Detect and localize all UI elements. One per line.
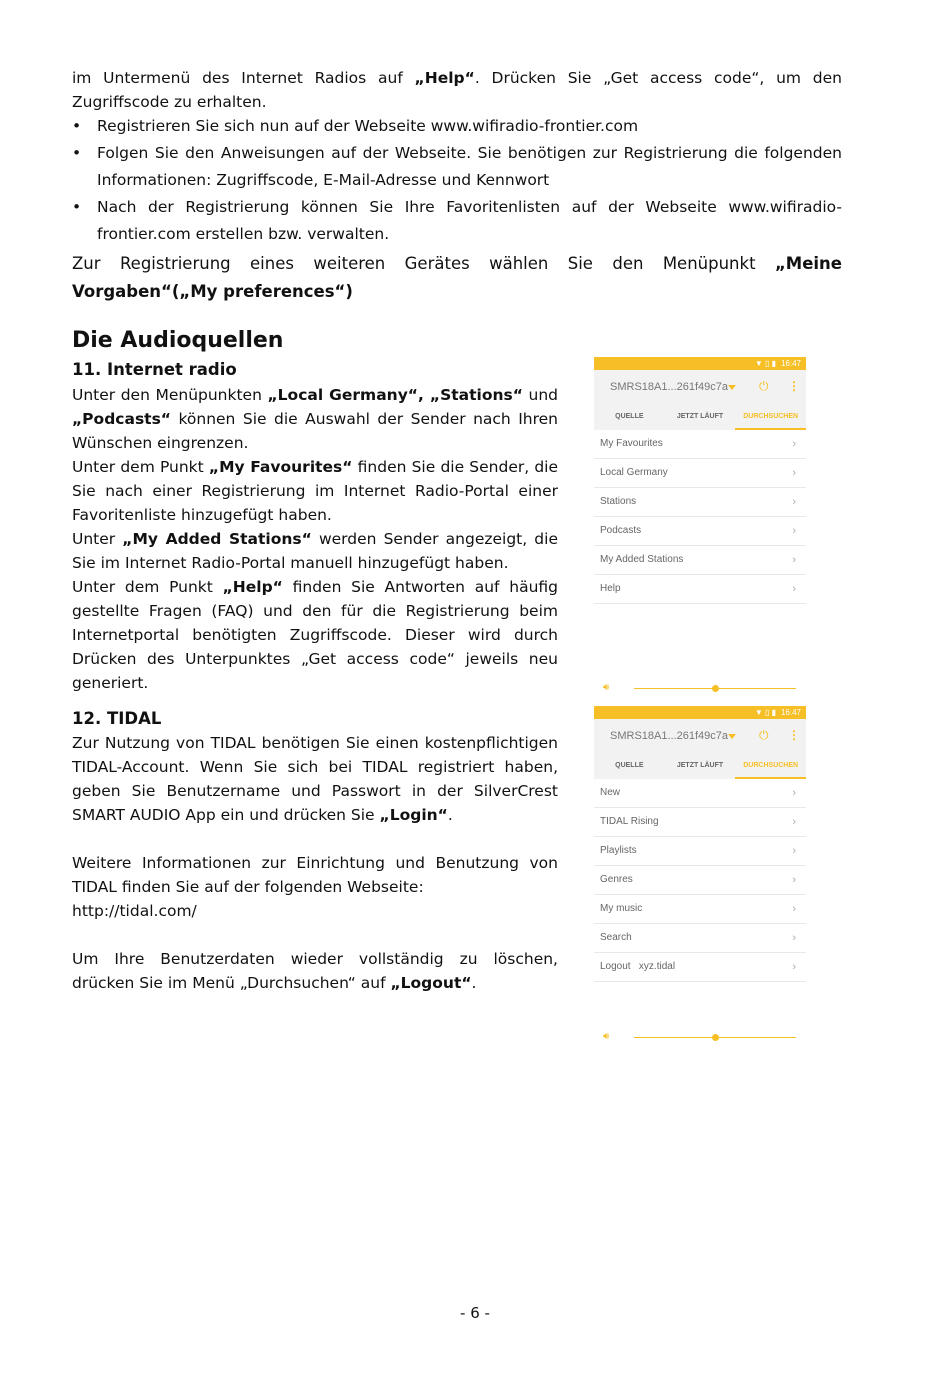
list-item[interactable]: Playlists › bbox=[594, 837, 806, 866]
tab-quelle[interactable]: QUELLE bbox=[615, 413, 644, 420]
internet-radio-text: Unter den Menüpunkten „Local Germany“, „Stations“ und „Podcasts“ können Sie die Auswahl der Sender nach Ihren Wünschen eingrenzen. Unter dem Punkt „My Favourites“ finden Sie die Sender, die Sie nach einer Registrierung im Internet Radio-Portal einer Favoritenliste hinzugefügt haben. Unter „My Added Stations“ werden Sender angezeigt, die Sie im Internet Radio-Portal manuell hinzugefügt haben. Unter dem Punkt „Help“ finden Sie Antworten auf häufig gestellte Fragen (FAQ) und den für die Registrierung beim Internetportal benötigten Zugriffscode. Dieser wird durch Drücken des Unterpunktes „Get access code“ jeweils neu generiert. bbox=[72, 386, 559, 692]
device-name[interactable]: SMRS18A1...261f49c7a bbox=[610, 730, 729, 742]
chevron-right-icon: › bbox=[792, 932, 796, 944]
app-screenshot-tidal bbox=[594, 706, 806, 982]
device-bar bbox=[594, 370, 806, 406]
chevron-right-icon: › bbox=[792, 903, 796, 915]
list-item[interactable]: Local Germany › bbox=[594, 459, 806, 488]
browse-list bbox=[594, 430, 806, 604]
chevron-right-icon: › bbox=[792, 467, 796, 479]
chevron-right-icon: › bbox=[792, 496, 796, 508]
bullet-item: • Nach der Registrierung können Sie Ihre Favoritenlisten auf der Webseite www.wifiradio-frontier.com erstellen bzw. verwalten. bbox=[72, 198, 842, 243]
tab-durchsuchen[interactable]: DURCHSUCHEN bbox=[735, 755, 806, 779]
page-number: - 6 - bbox=[460, 1304, 490, 1322]
list-item[interactable]: My Favourites › bbox=[594, 430, 806, 459]
tidal-url[interactable]: http://tidal.com/ bbox=[72, 902, 197, 920]
list-item[interactable]: My Added Stations › bbox=[594, 546, 806, 575]
list-item[interactable]: New › bbox=[594, 779, 806, 808]
wifi-battery-icon: ▼ ▯ ▮ bbox=[754, 708, 776, 717]
dropdown-caret-icon[interactable] bbox=[728, 734, 736, 739]
dropdown-caret-icon[interactable] bbox=[728, 385, 736, 390]
volume-knob[interactable] bbox=[712, 1034, 719, 1041]
wifi-battery-icon: ▼ ▯ ▮ bbox=[754, 359, 776, 368]
list-item[interactable]: Stations › bbox=[594, 488, 806, 517]
tidal-text: Zur Nutzung von TIDAL benötigen Sie einen kostenpflichtigen TIDAL-Account. Wenn Sie sich bei TIDAL registriert haben, geben Sie Benutzername und Passwort in der SilverCrest SMART AUDIO App ein und drücken Sie „Login“. Weitere Informationen zur Einrichtung und Benutzung von TIDAL finden Sie auf der folgenden Webseite: http://tidal.com/ Um Ihre Benutzerdaten wieder vollständig zu löschen, drücken Sie im Menü „Durchsuchen“ auf „Logout“. bbox=[72, 734, 558, 992]
status-time: 16:47 bbox=[780, 359, 801, 368]
status-bar bbox=[594, 706, 806, 719]
volume-knob[interactable] bbox=[712, 685, 719, 692]
list-item[interactable]: Podcasts › bbox=[594, 517, 806, 546]
tidal-heading: 12. TIDAL bbox=[72, 709, 162, 728]
status-time: 16:47 bbox=[780, 708, 801, 717]
intro-paragraph: im Untermenü des Internet Radios auf „Help“. Drücken Sie „Get access code“, um den Zugriffscode zu erhalten. bbox=[72, 69, 842, 111]
status-bar bbox=[594, 357, 806, 370]
chevron-right-icon: › bbox=[792, 438, 796, 450]
list-item[interactable]: Genres › bbox=[594, 866, 806, 895]
app-screenshot-internet-radio bbox=[594, 357, 806, 604]
chevron-right-icon: › bbox=[792, 525, 796, 537]
tab-durchsuchen[interactable]: DURCHSUCHEN bbox=[735, 406, 806, 430]
chevron-right-icon: › bbox=[792, 816, 796, 828]
chevron-right-icon: › bbox=[792, 554, 796, 566]
browse-list bbox=[594, 779, 806, 982]
more-options-icon[interactable]: ⋮ bbox=[788, 728, 800, 742]
power-icon[interactable]: ⏻ bbox=[759, 728, 769, 742]
list-item[interactable]: Help › bbox=[594, 575, 806, 604]
list-item[interactable]: TIDAL Rising › bbox=[594, 808, 806, 837]
tab-bar bbox=[594, 755, 806, 779]
register-paragraph: Zur Registrierung eines weiteren Gerätes wählen Sie den Menüpunkt „Meine Vorgaben“(„My preferences“) bbox=[72, 254, 842, 301]
device-bar bbox=[594, 719, 806, 755]
chevron-right-icon: › bbox=[792, 787, 796, 799]
more-options-icon[interactable]: ⋮ bbox=[788, 379, 800, 393]
volume-slider[interactable] bbox=[594, 1031, 806, 1045]
list-item[interactable]: Search › bbox=[594, 924, 806, 953]
tab-quelle[interactable]: QUELLE bbox=[615, 762, 644, 769]
chevron-right-icon: › bbox=[792, 961, 796, 973]
bullet-item: • Registrieren Sie sich nun auf der Webseite www.wifiradio-frontier.com bbox=[72, 117, 639, 135]
speaker-icon: 🔊︎ bbox=[603, 1031, 610, 1042]
internet-radio-heading: 11. Internet radio bbox=[72, 360, 237, 379]
tab-jetzt-laeuft[interactable]: JETZT LÄUFT bbox=[676, 413, 724, 420]
power-icon[interactable]: ⏻ bbox=[759, 379, 769, 393]
chevron-right-icon: › bbox=[792, 583, 796, 595]
chevron-right-icon: › bbox=[792, 845, 796, 857]
speaker-icon: 🔊︎ bbox=[603, 682, 610, 693]
bullet-item: • Folgen Sie den Anweisungen auf der Webseite. Sie benötigen zur Registrierung die folgenden Informationen: Zugriffscode, E-Mail-Adresse und Kennwort bbox=[72, 144, 842, 189]
tab-bar bbox=[594, 406, 806, 430]
section-title: Die Audioquellen bbox=[72, 328, 284, 353]
device-name[interactable]: SMRS18A1...261f49c7a bbox=[610, 381, 729, 393]
tab-jetzt-laeuft[interactable]: JETZT LÄUFT bbox=[676, 762, 724, 769]
chevron-right-icon: › bbox=[792, 874, 796, 886]
list-item[interactable]: My music › bbox=[594, 895, 806, 924]
volume-slider[interactable] bbox=[594, 682, 806, 696]
list-item[interactable]: Logout xyz.tidal › bbox=[594, 953, 806, 982]
